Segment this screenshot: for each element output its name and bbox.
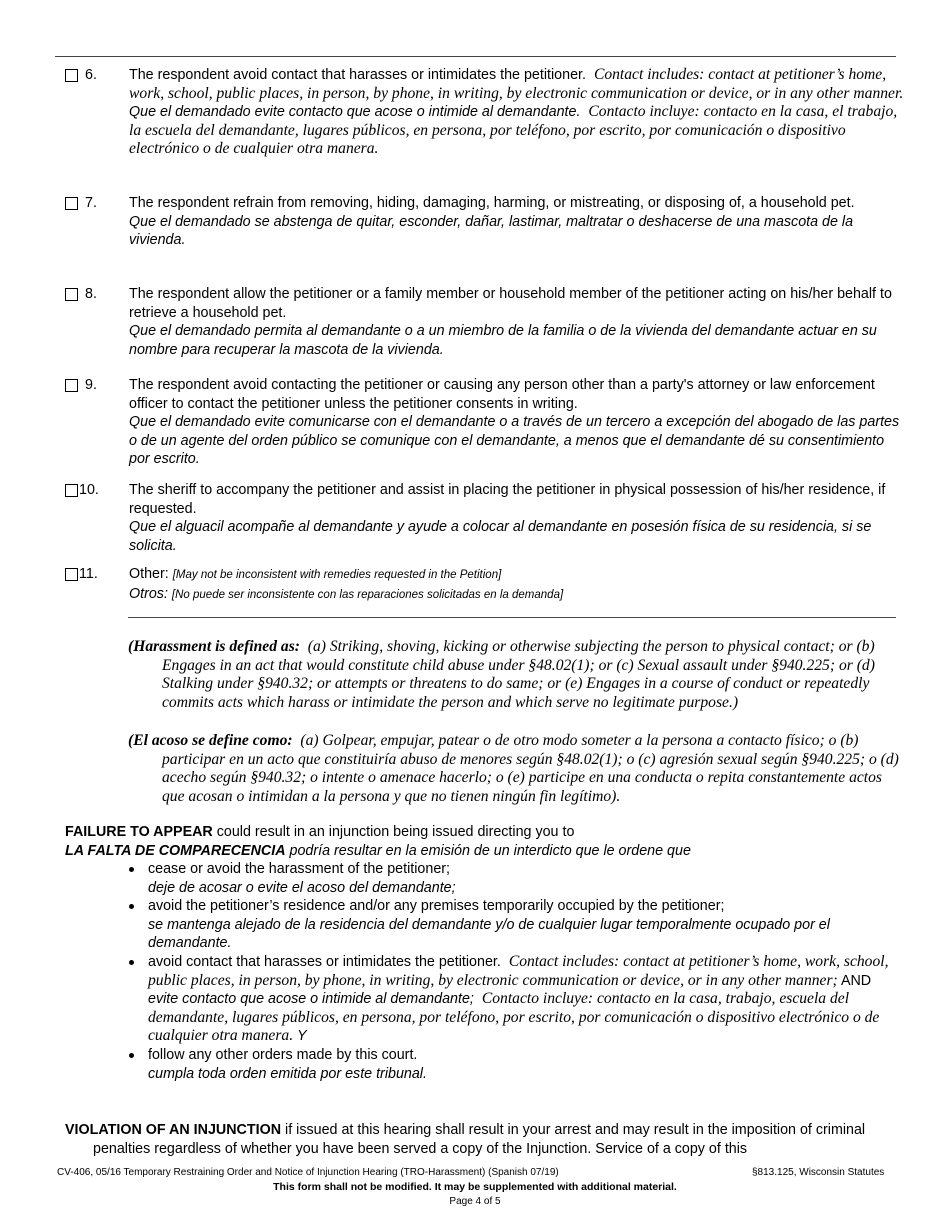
bullet-icon <box>129 867 134 872</box>
bullet-es: evite contacto que acose o intimide al demandante; <box>148 991 474 1008</box>
item-8-spanish: Que el demandado permita al demandante o a un miembro de la familia o de la vivienda del demandante actuar en su nombre para recuperar la mascota de la vivienda. <box>129 323 877 358</box>
bullet-es: cumpla toda orden emitida por este tribunal. <box>148 1065 427 1082</box>
list-item <box>128 860 908 897</box>
item-number: 10. <box>79 482 99 498</box>
bullet-es: deje de acosar o evite el acoso del demandante; <box>148 879 456 896</box>
item-number: 11. <box>79 566 98 582</box>
modification-notice: This form shall not be modified. It may be supplemented with additional material. <box>273 1181 677 1193</box>
item-10-spanish: Que el alguacil acompañe al demandante y ayude a colocar al demandante en posesión física de su residencia, si se solicita. <box>129 519 872 554</box>
bullet-en: cease or avoid the harassment of the petitioner; <box>148 861 451 877</box>
other-entry-line[interactable] <box>128 617 896 618</box>
checkbox-item-10[interactable] <box>65 484 78 497</box>
item-9-english: The respondent avoid contacting the petitioner or causing any person other than a party's attorney or law enforcement officer to contact the petitioner unless the petitioner consents in writing. <box>129 377 875 412</box>
list-item <box>128 897 908 953</box>
definition-lead-en: (Harassment is defined as: <box>128 638 300 655</box>
item-6-en-serif: Contact includes: contact at petitioner’s home, work, school, public places, in person, by phone, in writing, by electronic communication or device, or in any other manner. <box>129 66 904 102</box>
checkbox-item-6[interactable] <box>65 69 78 82</box>
form-identifier: CV-406, 05/16 Temporary Restraining Order and Notice of Injunction Hearing (TRO-Harassment) (Spanish 07/19) <box>57 1167 559 1178</box>
bullet-en-and: AND <box>840 972 872 989</box>
other-note: [May not be inconsistent with remedies requested in the Petition] <box>172 569 502 581</box>
item-number: 6. <box>85 67 97 83</box>
bullet-en: follow any other orders made by this court. <box>148 1046 418 1063</box>
definition-text-es: (a) Golpear, empujar, patear o de otro modo someter a la persona a contacto físico; o (b) participar en un acto que constituiría abuso de menores según §48.02(1); o (c) agresión sexual según §940.225; o (d) acecho según §940.32; o intente o amenace hacerlo; o (e) participe en una conducta o repita constantemente actos que acosan o intimidan a la persona y que no tienen ningún fin legítimo). <box>162 732 899 805</box>
bullet-es: se mantenga alejado de la residencia del demandante y/o de cualquier lugar temporalmente ocupado por el demandante. <box>148 916 830 952</box>
item-10-english: The sheriff to accompany the petitioner and assist in placing the petitioner in physical possession of his/her residence, if requested. <box>129 482 886 517</box>
item-6-es-serif: Contacto incluye: contacto en la casa, el trabajo, la escuela del demandante, lugares públicos, en persona, por teléfono, por escrito, por comunicación o dispositivo electrónico o de cualquier otra manera. <box>129 103 898 158</box>
checkbox-item-7[interactable] <box>65 197 78 210</box>
item-number: 8. <box>85 286 97 302</box>
statute-reference: §813.125, Wisconsin Statutes <box>752 1167 885 1178</box>
item-9-spanish: Que el demandado evite comunicarse con el demandante o a través de un tercero a excepción del abogado de las partes o de un agente del orden público se comunique con el demandante, a menos que el demandante dé su consentimiento por escrito. <box>129 414 900 468</box>
checkbox-item-11[interactable] <box>65 568 78 581</box>
item-11-spanish <box>129 585 905 605</box>
harassment-definition-en <box>128 638 908 712</box>
violation-bold: VIOLATION OF AN INJUNCTION <box>65 1122 282 1138</box>
definition-lead-es: (El acoso se define como: <box>128 732 293 749</box>
failure-en-bold: FAILURE TO APPEAR <box>65 824 213 840</box>
otros-note: [No puede ser inconsistente con las reparaciones solicitadas en la demanda] <box>171 588 564 601</box>
violation-rest: if issued at this hearing shall result in your arrest and may result in the imposition of criminal penalties regardless of whether you have been served a copy of the Injunction. Service of a copy of this <box>93 1122 866 1157</box>
bullet-icon <box>129 904 134 909</box>
item-number: 7. <box>85 195 97 211</box>
bullet-en: avoid the petitioner’s residence and/or any premises temporarily occupied by the petitioner; <box>148 898 725 915</box>
bullet-icon <box>129 1053 134 1058</box>
bullet-es-and: Y <box>297 1028 307 1045</box>
item-6-english <box>129 66 905 103</box>
violation-paragraph <box>65 1121 885 1158</box>
item-8-english: The respondent allow the petitioner or a family member or household member of the petitioner acting on his/her behalf to retrieve a household pet. <box>129 286 892 321</box>
otros-label: Otros: <box>129 585 168 602</box>
bullet-en: avoid contact that harasses or intimidates the petitioner. <box>148 953 501 970</box>
failure-to-appear <box>65 823 905 860</box>
item-11-english <box>129 565 905 585</box>
page-number: Page 4 of 5 <box>449 1196 501 1207</box>
item-6-es-plain: Que el demandado evite contacto que acose o intimide al demandante. <box>129 104 581 121</box>
checkbox-item-9[interactable] <box>65 379 78 392</box>
item-7-spanish: Que el demandado se abstenga de quitar, esconder, dañar, lastimar, maltratar o deshacerse de una mascota de la vivienda. <box>129 213 854 249</box>
other-label: Other: <box>129 566 169 582</box>
checkbox-item-8[interactable] <box>65 288 78 301</box>
item-6-spanish <box>129 103 905 159</box>
bullet-es-serif: Contacto incluye: contacto en la casa, trabajo, escuela del demandante, lugares públicos, en persona, por teléfono, por escrito, por comunicación o dispositivo electrónico o de cualquier otra manera. <box>148 990 880 1045</box>
item-7-english: The respondent refrain from removing, hiding, damaging, harming, or mistreating, or disposing of, a household pet. <box>129 195 855 211</box>
failure-es-rest: podría resultar en la emisión de un interdicto que le ordene que <box>289 842 691 859</box>
list-item <box>128 953 908 1046</box>
list-item <box>128 1046 908 1083</box>
bullet-icon <box>129 960 134 965</box>
failure-en-rest: could result in an injunction being issued directing you to <box>216 824 575 840</box>
failure-es-bold: LA FALTA DE COMPARECENCIA <box>65 842 286 859</box>
harassment-definition-es <box>128 732 908 806</box>
top-rule <box>55 56 896 57</box>
bullet-en-serif: Contact includes: contact at petitioner’s home, work, school, public places, in person, by phone, in writing, by electronic communication or device, or in any other manner; <box>148 952 889 989</box>
item-6-en-plain: The respondent avoid contact that harasses or intimidates the petitioner. <box>129 67 586 83</box>
definition-text-en: (a) Striking, shoving, kicking or otherwise subjecting the person to physical contact; or (b) Engages in an act that would constitute child abuse under §48.02(1); or (c) Sexual assault under §940.225; or (d) Stalking under §940.32; or attempts or threatens to do same; or (e) Engages in a course of conduct or repeatedly commits acts which harass or intimidate the person and which serve no legitimate purpose.) <box>162 638 875 711</box>
failure-bullet-list <box>128 860 908 1083</box>
item-number: 9. <box>85 377 97 393</box>
